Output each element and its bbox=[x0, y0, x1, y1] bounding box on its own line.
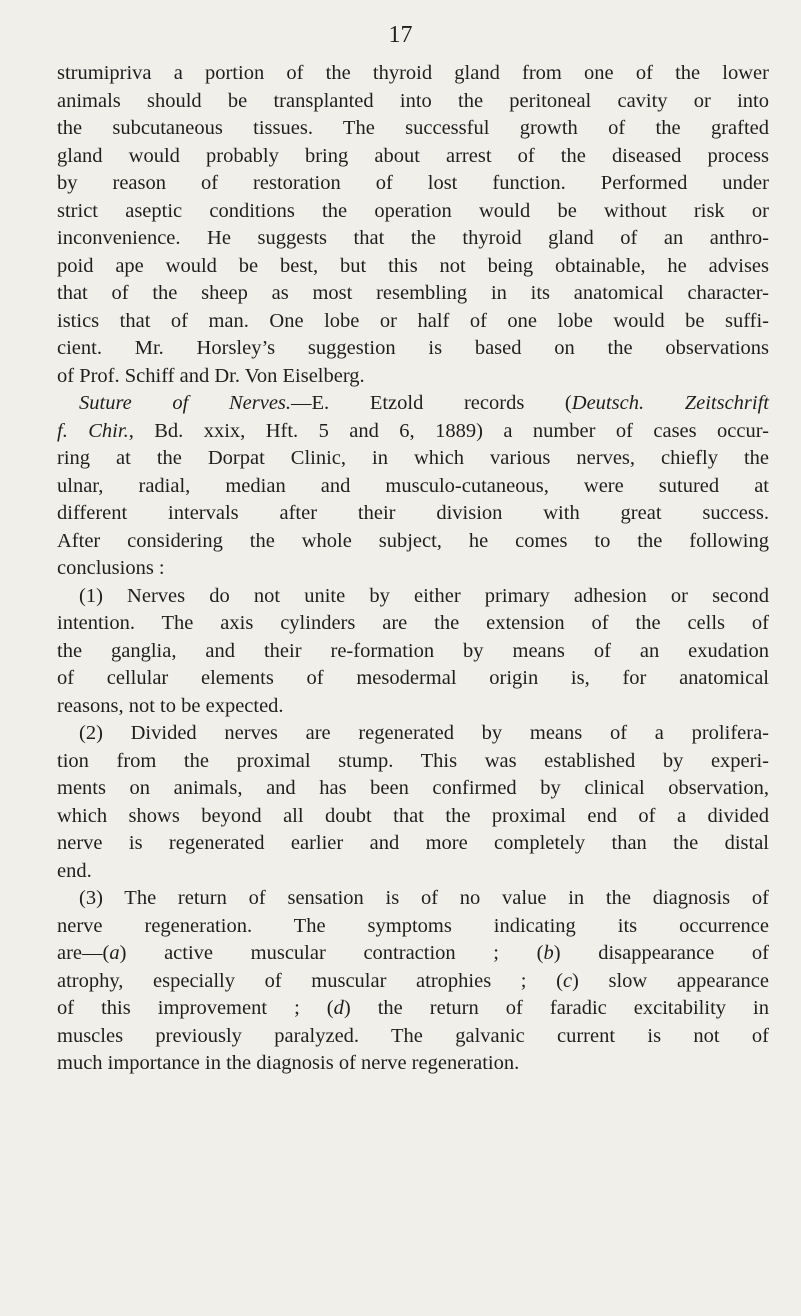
italic-text: Suture of Nerves. bbox=[79, 392, 292, 414]
text-line: of cellular elements of mesodermal origin is, for anatomical bbox=[57, 667, 769, 689]
text-line: different intervals after their division with great success. bbox=[57, 502, 769, 524]
text-line: the ganglia, and their re-formation by means of an exudation bbox=[57, 639, 769, 662]
italic-text: Deutsch. Zeitschrift bbox=[571, 392, 769, 414]
text-line: tion from the proximal stump. This was established by experi- bbox=[57, 749, 769, 772]
line-text: atrophy, especially of muscular atrophies ; ( bbox=[57, 969, 563, 992]
text-line bbox=[57, 968, 769, 996]
text-line: (2) Divided nerves are regenerated by means of a prolifera- bbox=[79, 722, 769, 744]
text-line: strumipriva a portion of the thyroid gland from one of the lower bbox=[57, 62, 769, 84]
text-line: muscles previously paralyzed. The galvanic current is not of bbox=[57, 1024, 769, 1047]
text-line bbox=[57, 940, 769, 968]
text-line: poid ape would be best, but this not being obtainable, he advises bbox=[57, 254, 769, 277]
text-line: (3) The return of sensation is of no value in the diagnosis of bbox=[79, 887, 769, 909]
text-line: After considering the whole subject, he comes to the following bbox=[57, 529, 769, 552]
text-line: istics that of man. One lobe or half of one lobe would be suffi- bbox=[57, 309, 769, 332]
line-text: are—( bbox=[57, 942, 110, 964]
italic-text: f. Chir. bbox=[57, 419, 129, 442]
text-line: of Prof. Schiff and Dr. Von Eiselberg. bbox=[57, 364, 365, 387]
text-line: ulnar, radial, median and musculo-cutaneous, were sutured at bbox=[57, 474, 769, 497]
text-line: intention. The axis cylinders are the extension of the cells of bbox=[57, 612, 769, 634]
italic-text: c bbox=[562, 969, 573, 992]
text-line: reasons, not to be expected. bbox=[57, 694, 284, 717]
text-line: that of the sheep as most resembling in its anatomical character- bbox=[57, 282, 769, 304]
text-line: nerve regeneration. The symptoms indicating its occurrence bbox=[57, 914, 769, 937]
line-text: ) disappearance of bbox=[553, 942, 770, 964]
line-text: —E. Etzold records ( bbox=[291, 392, 572, 414]
text-line: strict aseptic conditions the operation would be without risk or bbox=[57, 199, 769, 222]
text-line bbox=[57, 418, 769, 446]
text-line: by reason of restoration of lost function. Performed under bbox=[57, 172, 769, 194]
text-line: much importance in the diagnosis of nerve regeneration. bbox=[57, 1052, 520, 1074]
text-line: the subcutaneous tissues. The successful growth of the grafted bbox=[57, 117, 769, 139]
text-line: end. bbox=[57, 859, 92, 882]
text-line: ments on animals, and has been confirmed by clinical observation, bbox=[57, 777, 769, 799]
text-line: nerve is regenerated earlier and more completely than the distal bbox=[57, 832, 769, 854]
line-text: ) slow appearance bbox=[572, 969, 769, 992]
text-line: (1) Nerves do not unite by either primary adhesion or second bbox=[79, 584, 769, 607]
text-line: cient. Mr. Horsley’s suggestion is based on the observations bbox=[57, 337, 769, 359]
text-line: inconvenience. He suggests that the thyroid gland of an anthro- bbox=[57, 227, 769, 249]
text-line: which shows beyond all doubt that the proximal end of a divided bbox=[57, 804, 769, 827]
text-line bbox=[57, 995, 769, 1023]
italic-text: d bbox=[333, 997, 344, 1019]
line-text: , Bd. xxix, Hft. 5 and 6, 1889) a number of cases occur- bbox=[128, 419, 769, 442]
text-line: conclusions : bbox=[57, 557, 165, 579]
line-text: ) active muscular contraction ; ( bbox=[119, 942, 544, 964]
text-line: animals should be transplanted into the peritoneal cavity or into bbox=[57, 89, 769, 112]
body-text bbox=[57, 60, 769, 1078]
text-line: gland would probably bring about arrest of the diseased process bbox=[57, 144, 769, 167]
text-line: ring at the Dorpat Clinic, in which various nerves, chiefly the bbox=[57, 447, 769, 469]
italic-text: b bbox=[543, 942, 554, 964]
line-text: of this improvement ; ( bbox=[57, 997, 334, 1019]
italic-text: a bbox=[109, 942, 120, 964]
page-number: 17 bbox=[388, 22, 413, 48]
line-text: ) the return of faradic excitability in bbox=[343, 997, 769, 1019]
text-line bbox=[57, 390, 769, 418]
